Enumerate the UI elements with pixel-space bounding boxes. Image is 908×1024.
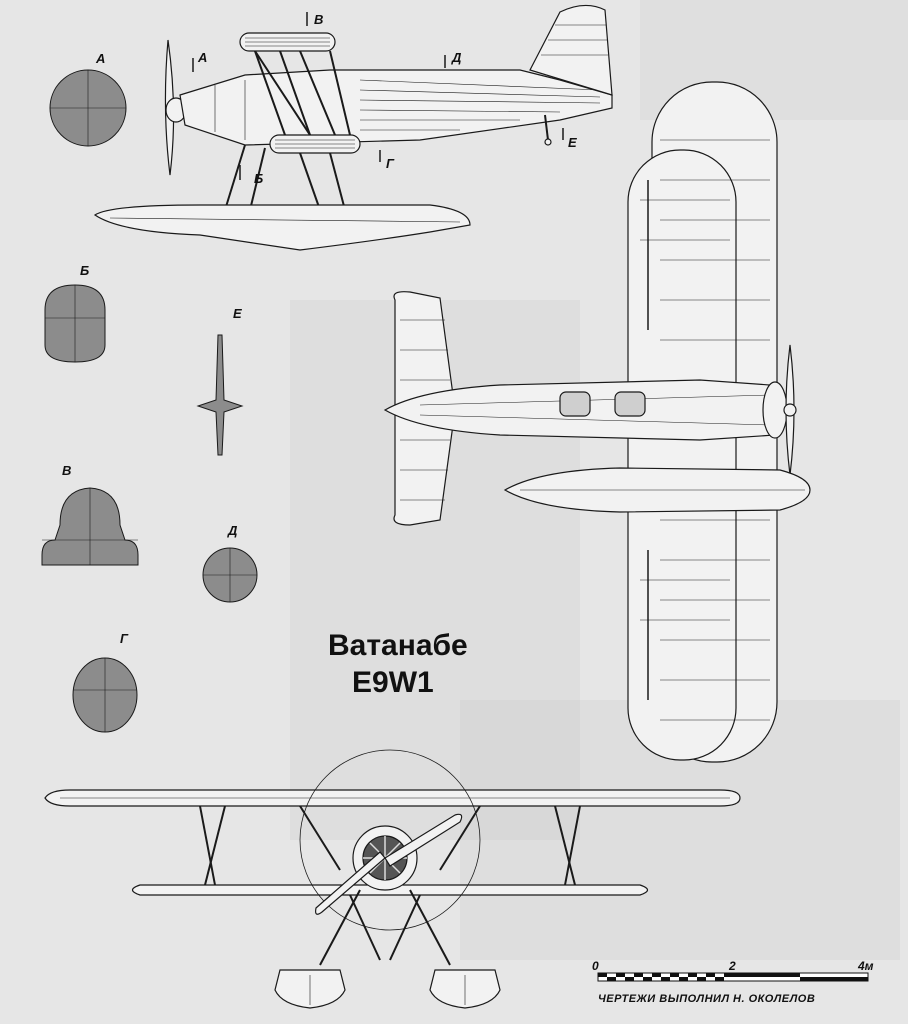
section-d-label: Д [228,523,238,538]
section-e-label: Е [233,306,242,321]
mark-v-side: В [314,12,324,27]
title-line1: Ватанабе [328,629,468,662]
section-a-label: А [96,51,106,66]
mark-e-side: Е [568,135,577,150]
scale-end: 4м [858,959,874,973]
section-b-label: Б [80,263,90,278]
section-v-label: В [62,463,72,478]
mark-b-side: Б [254,171,264,186]
cross-sections [42,70,257,732]
scale-mid: 2 [729,959,736,973]
drawing-credit: ЧЕРТЕЖИ ВЫПОЛНИЛ Н. ОКОЛЕЛОВ [598,993,816,1005]
mark-d-side: Д [452,50,462,65]
section-g-label: Г [120,631,128,646]
mark-a-side: А [198,50,208,65]
scale-zero: 0 [592,959,599,973]
scale-bar [592,959,874,981]
side-view [95,5,612,250]
title-line2: E9W1 [352,666,434,699]
mark-g-side: Г [386,156,394,171]
